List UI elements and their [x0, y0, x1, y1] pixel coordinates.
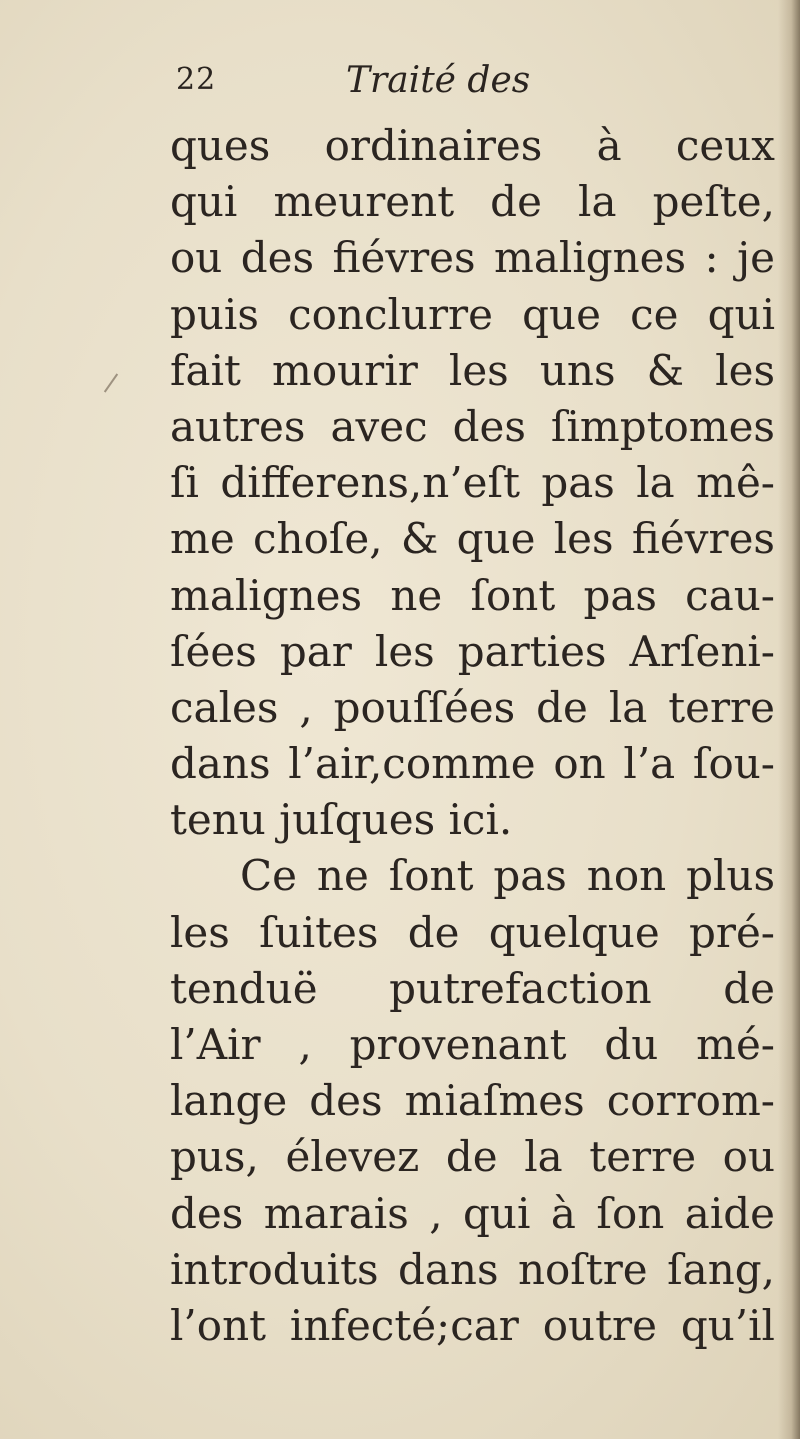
paragraph-start-line: Ce ne ſont pas non plus	[240, 851, 775, 901]
text-line: ſi differens,n’eſt pas la mê-	[170, 458, 775, 508]
page-header	[176, 62, 776, 112]
text-line: puis conclurre que ce qui	[170, 289, 775, 339]
text-line: ou des fiévres malignes : je	[170, 233, 775, 283]
text-line: ques ordinaires à ceux	[170, 121, 775, 170]
text-line: tenduë putrefaction de	[170, 963, 775, 1013]
margin-pencil-mark	[104, 373, 118, 392]
text-line: dans l’air,comme on l’a ſou-	[170, 739, 775, 789]
page-edge-shadow	[778, 0, 800, 1439]
text-line: les ſuites de quelque pré-	[170, 907, 775, 957]
body-text	[170, 118, 775, 1354]
text-line: introduits dans noſtre ſang,	[170, 1244, 775, 1294]
text-line: ſées par les parties Arſeni-	[170, 626, 775, 676]
paragraph-end-line: tenu juſques ici.	[170, 795, 513, 845]
text-line: me choſe, & que les fiévres	[170, 514, 775, 564]
text-line: cales , pouſſées de la terre	[170, 682, 775, 732]
running-head: Traité des	[346, 60, 531, 101]
text-line: l’ont infecté;car outre qu’il	[170, 1300, 775, 1350]
text-line: fait mourir les uns & les	[170, 345, 775, 395]
text-line: autres avec des ſimptomes	[170, 401, 775, 451]
text-line: qui meurent de la peſte,	[170, 177, 775, 227]
page-number: 22	[176, 62, 217, 97]
text-line: malignes ne ſont pas cau-	[170, 570, 775, 620]
text-line: l’Air , provenant du mé-	[170, 1020, 775, 1069]
text-line: des marais , qui à ſon aide	[170, 1188, 775, 1238]
text-line: pus, élevez de la terre ou	[170, 1132, 775, 1182]
text-line: lange des miaſmes corrom-	[170, 1076, 775, 1126]
